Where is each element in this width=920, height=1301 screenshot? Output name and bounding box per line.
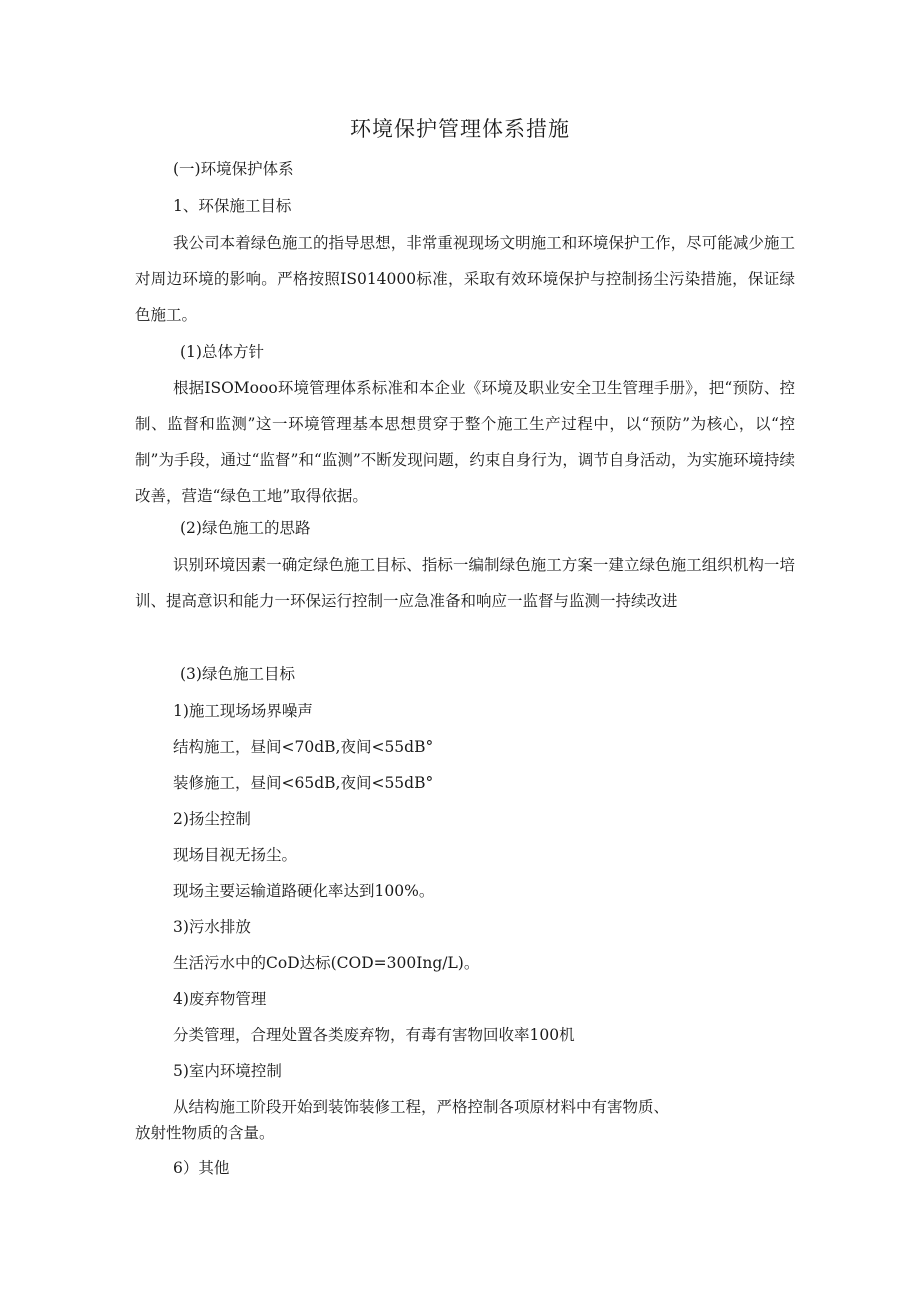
indoor-heading: 5)室内环境控制 xyxy=(173,1062,282,1080)
dust-heading: 2)扬尘控制 xyxy=(173,810,251,828)
sewage-heading: 3)污水排放 xyxy=(173,918,251,936)
indoor-line-1: 从结构施工阶段开始到装饰装修工程，严格控制各项原材料中有害物质、 xyxy=(173,1098,670,1116)
indoor-line-2: 放射性物质的含量。 xyxy=(135,1124,275,1142)
item-2-paragraph: 识别环境因素一确定绿色施工目标、指标一编制绿色施工方案一建立绿色施工组织机构一培训、提高意识和能力一环保运行控制一应急准备和响应一监督与监测一持续改进 xyxy=(135,556,795,610)
waste-heading: 4)废弃物管理 xyxy=(173,990,267,1008)
other-heading: 6）其他 xyxy=(173,1159,230,1177)
item-1-paragraph: 根据ISOMooo环境管理体系标准和本企业《环境及职业安全卫生管理手册》，把“预防、控制、监督和监测”这一环境管理基本思想贯穿于整个施工生产过程中，以“预防”为核心，以“控制”为手段，通过“监督”和“监测”不断发现问题，约束自身行为，调节自身活动，为实施环境持续改善，营造“绿色工地”取得依据。 xyxy=(135,379,795,505)
sub-heading-environmental-goals: 1、环保施工目标 xyxy=(173,197,292,215)
page-title: 环境保护管理体系措施 xyxy=(350,117,570,141)
item-1-heading: (1)总体方针 xyxy=(180,343,264,361)
noise-heading: 1)施工现场场界噪声 xyxy=(173,702,313,720)
item-2-heading: (2)绿色施工的思路 xyxy=(180,519,311,537)
section-heading: (一)环境保护体系 xyxy=(173,160,294,178)
intro-paragraph: 我公司本着绿色施工的指导思想，非常重视现场文明施工和环境保护工作，尽可能减少施工对周边环境的影响。严格按照IS014000标准，采取有效环境保护与控制扬尘污染措施，保证绿色施工。 xyxy=(135,234,795,324)
sewage-standard-line: 生活污水中的CoD达标(COD=300Ing/L)。 xyxy=(173,954,480,972)
noise-decoration-line: 装修施工，昼间<65dB,夜间<55dB° xyxy=(173,774,434,792)
noise-structure-line: 结构施工，昼间<70dB,夜间<55dB° xyxy=(173,738,434,756)
item-3-heading: (3)绿色施工目标 xyxy=(180,665,295,683)
dust-visual-line: 现场目视无扬尘。 xyxy=(173,846,298,864)
dust-road-line: 现场主要运输道路硬化率达到100%。 xyxy=(173,882,435,900)
waste-line: 分类管理，合理处置各类废弃物，有毒有害物回收率100机 xyxy=(173,1026,575,1044)
